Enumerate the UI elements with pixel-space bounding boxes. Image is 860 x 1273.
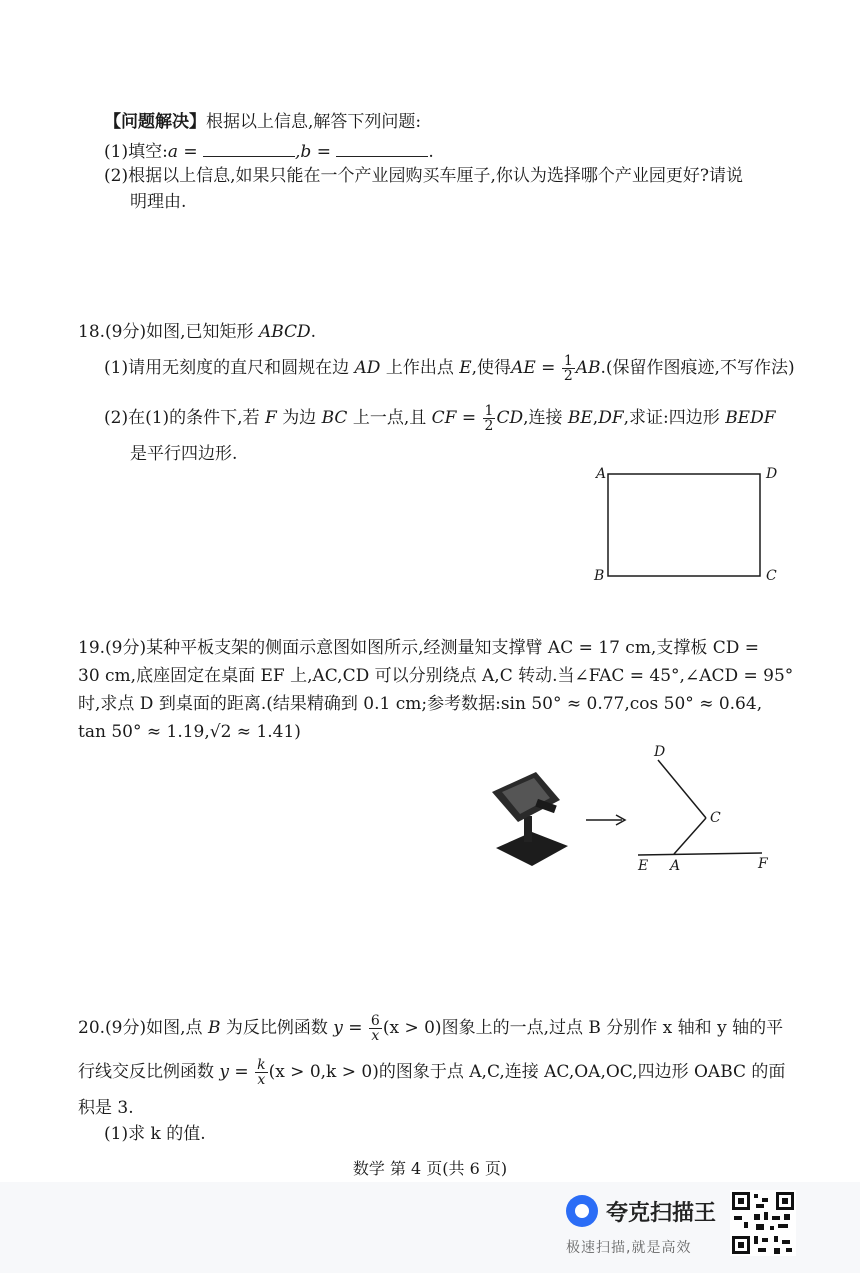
label-a: A [596, 466, 607, 482]
answer-blank-b [336, 138, 428, 157]
q20-line1: 20.(9分)如图,点 B 为反比例函数 y = $\frac{6}{x}$ (x > 0)图象上的一点,过点 B 分别作 x 轴和 y 轴的平 [78, 1013, 784, 1044]
q17-part2-line1: (2)根据以上信息,如果只能在一个产业园购买车厘子,你认为选择哪个产业园更好?请说 [104, 166, 744, 186]
stand-arm [524, 816, 532, 842]
q17-heading: 【问题解决】 [104, 112, 206, 132]
stand-side-diagram [630, 740, 780, 880]
segment-cd [658, 760, 706, 818]
q18-stem: 18.(9分)如图,已知矩形 ABCD. [78, 322, 317, 342]
q18-part2-line1: (2)在(1)的条件下,若 F 为边 BC 上一点,且 CF = $\frac{1}{2}$ CD,连接 BE,DF,求证:四边形 BEDF [104, 403, 776, 434]
tablet-stand-photo [488, 770, 578, 870]
rectangle-abcd-figure [590, 462, 790, 592]
label-c: C [766, 568, 777, 584]
rectangle-abcd [608, 474, 760, 576]
fraction-one-half: $\frac{1}{2}$ [563, 353, 573, 384]
fraction-6-over-x: $\frac{6}{x}$ [370, 1013, 380, 1044]
label-b: B [594, 568, 605, 584]
q20-line2: 行线交反比例函数 y = $\frac{k}{x}$ (x > 0,k > 0)的图象于点 A,C,连接 AC,OA,OC,四边形 OABC 的面 [78, 1057, 786, 1088]
label-d: D [766, 466, 778, 482]
q20-line3: 积是 3. [78, 1098, 134, 1118]
answer-blank-a [203, 138, 295, 157]
q17-part2-line2: 明理由. [130, 192, 187, 212]
q19-line4: tan 50° ≈ 1.19,√2 ≈ 1.41) [78, 722, 301, 742]
label-a: A [670, 858, 681, 874]
fraction-k-over-x: $\frac{k}{x}$ [257, 1057, 266, 1088]
page-footer: 数学 第 4 页(共 6 页) [352, 1159, 508, 1178]
q17-problem-intro: 【问题解决】根据以上信息,解答下列问题: [104, 112, 422, 132]
q19-line1: 19.(9分)某种平板支架的侧面示意图如图所示,经测量知支撑臂 AC = 17 cm,支撑板 CD = [78, 638, 760, 658]
segment-ac [674, 818, 706, 854]
qr-code-icon [730, 1190, 796, 1256]
line-ef [638, 853, 762, 855]
arrow-right-icon [584, 810, 630, 830]
quark-logo-icon [566, 1195, 598, 1227]
q17-part1: (1)填空:a = ,b = . [104, 138, 434, 164]
label-d: D [654, 744, 666, 760]
q18-part1: (1)请用无刻度的直尺和圆规在边 AD 上作出点 E,使得AE = $\frac{1}{2}$ AB.(保留作图痕迹,不写作法) [104, 353, 795, 384]
q18-part2-line2: 是平行四边形. [130, 444, 238, 464]
scanner-slogan: 极速扫描,就是高效 [566, 1240, 692, 1256]
fraction-one-half-2: $\frac{1}{2}$ [484, 403, 494, 434]
label-c: C [710, 810, 721, 826]
label-f: F [758, 856, 768, 872]
q19-line2: 30 cm,底座固定在桌面 EF 上,AC,CD 可以分别绕点 A,C 转动.当∠FAC = 45°,∠ACD = 95° [78, 666, 794, 686]
q20-part1: (1)求 k 的值. [104, 1124, 206, 1144]
scanner-brand [566, 1195, 716, 1227]
label-e: E [638, 858, 649, 874]
scanner-brand-name: 夸克扫描王 [606, 1200, 717, 1226]
q19-line3: 时,求点 D 到桌面的距离.(结果精确到 0.1 cm;参考数据:sin 50° ≈ 0.77,cos 50° ≈ 0.64, [78, 694, 763, 714]
